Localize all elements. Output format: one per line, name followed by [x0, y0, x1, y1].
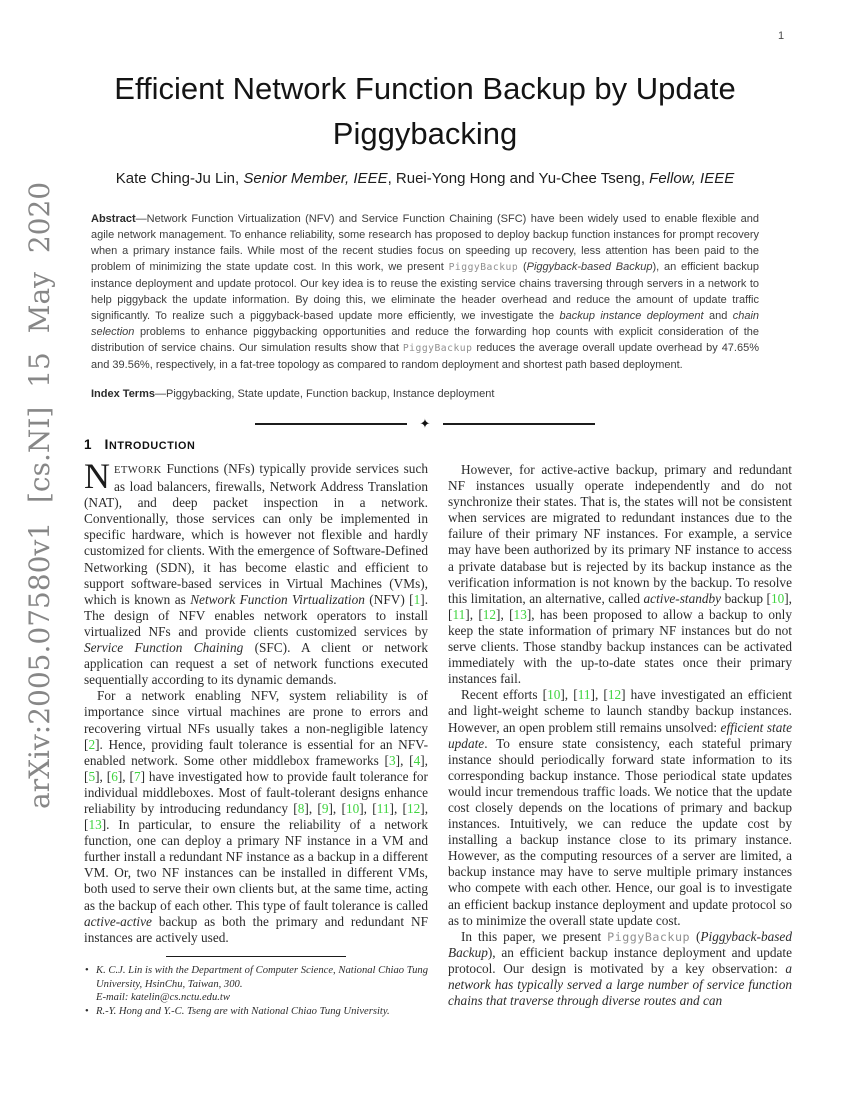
page-number: 1 [778, 30, 785, 42]
text-segment: —Network Function Virtualization (NFV) and Service Function Chaining (SFC) have been widely used to enable flexible and agile network management. To enhance reliability, some research has proposed to deploy backup function instances for prompt recovery when a primary instance fails. While most of the recent studies focus on speeding up recovery, less attention has been paid to the problem of minimizing the state update cost. In this work, we present [91, 213, 759, 273]
citation-link[interactable]: [6] [106, 768, 123, 784]
bullet-marker: • [85, 965, 89, 977]
section-title: INTRODUCTION [104, 436, 196, 452]
text-segment: , [308, 800, 318, 816]
text-segment: Senior Member, IEEE [243, 170, 388, 187]
text-segment: active-active [84, 913, 152, 929]
text-segment: ( [690, 928, 701, 944]
text-segment: PiggyBackup [402, 343, 473, 354]
text-segment: active-standby [643, 590, 722, 606]
text-segment: ), an efficient backup instance deployment and update protocol. Our design is motivated by a key observation: [448, 944, 792, 976]
citation-link[interactable]: [13] [84, 817, 107, 833]
text-segment: For a network enabling NFV, system reliability is of importance since virtual machines are prone to errors and recovering virtual NFs usually takes a non-negligible latency [84, 688, 428, 736]
paper-title: Efficient Network Function Backup by Update Piggybacking [114, 71, 736, 151]
abstract [91, 211, 759, 373]
text-segment: reduces the average overall update overhead by 47.65% and 39.56%, respectively, in a fat-tree topology as compared to random deployment and shortest path based deployment. [91, 342, 760, 371]
text-segment: Service Function Chaining [84, 640, 244, 656]
citation-link[interactable]: [10] [542, 687, 565, 703]
text-segment: Recent efforts [461, 687, 543, 703]
text-segment: . The design of NFV enables network operators to install virtualized NFs and provide clients customized services by [84, 591, 429, 639]
text-segment: ETWORK [114, 465, 162, 476]
text-segment: . Hence, providing fault tolerance is essential for an NFV-enabled network. Some other middlebox frameworks [84, 736, 428, 768]
text-segment: backup as both the primary and redundant NF instances are actively used. [84, 913, 428, 945]
citation-link[interactable]: [3] [384, 752, 401, 768]
footnote [84, 964, 428, 1018]
text-segment: . In particular, to ensure the reliability of a network function, one can deploy a primary NF instance in a VM and further install a redundant NF instance as a backup in a different VM. Or, two NF instances can be installed in different VMs, both used to serve their own clients but, at the same time, acting as the backup of each other. This type of fault tolerance is called [84, 817, 428, 913]
text-segment: , [393, 800, 403, 816]
bullet-marker: • [85, 1005, 89, 1017]
citation-link[interactable]: [2] [84, 736, 100, 752]
divider-line [255, 423, 407, 425]
citation-link[interactable]: [11] [448, 606, 470, 622]
text-segment: Fellow, IEEE [649, 170, 735, 187]
right-column [448, 436, 792, 1018]
text-segment: , has been proposed to allow a backup to only keep the state information of primary NF instances but do not serve clients. Those standby backup instances can be activated immediately with the up-to-date states once their primary instances fail. [448, 606, 792, 687]
citation-link[interactable]: [12] [603, 687, 626, 703]
text-segment: N [84, 456, 110, 496]
text-segment: (SFC). A client or network application can request a set of network functions executed sequentially according to its dynamic demands. [84, 640, 428, 688]
text-segment: , [122, 768, 130, 784]
text-segment: problems to enhance piggybacking opportunities and reduce the forwarding hop counts with explicit consideration of the distribution of service chains. Our simulation results show that [91, 326, 759, 354]
diamond-icon: ✦ [419, 416, 431, 431]
text-segment: , [424, 752, 428, 768]
abstract-text [91, 213, 759, 371]
text-segment: , [469, 606, 479, 622]
text-segment: , [564, 687, 574, 703]
text-segment: efficient state update [448, 719, 792, 751]
text-segment: backup [721, 590, 767, 606]
citation-link[interactable]: [13] [509, 606, 532, 622]
text-segment: chain selection [91, 310, 759, 338]
text-segment: , [99, 768, 107, 784]
section-number: 1 [84, 437, 92, 452]
abstract-label: Abstract [91, 213, 136, 225]
text-segment: Kate Ching-Ju Lin, [115, 170, 244, 187]
text-segment: K. C.J. Lin is with the Department of Computer Science, National Chiao Tung University, HsinChu, Taiwan, 300. [96, 965, 428, 990]
citation-link[interactable]: [11] [372, 800, 394, 816]
text-segment: ( [518, 261, 527, 273]
text-segment: PiggyBackup [607, 929, 691, 944]
citation-link[interactable]: [12] [402, 800, 425, 816]
footnote-text [96, 1006, 390, 1017]
text-segment: (NFV) [364, 591, 410, 607]
text-segment: , [788, 590, 792, 606]
text-segment: have investigated how to provide fault tolerance for individual middleboxes. Most of fault-tolerant designs enhance reliability by introducing redundancy [84, 768, 428, 816]
index-terms-text: —Piggybacking, State update, Function backup, Instance deployment [155, 388, 495, 400]
footnote-rule [166, 956, 346, 958]
arxiv-watermark: arXiv:2005.07580v1 [cs.NI] 15 May 2020 [23, 181, 56, 809]
index-terms [91, 387, 759, 402]
left-column-text [84, 456, 429, 946]
text-segment: , [500, 606, 510, 622]
text-segment: In this paper, we present [461, 928, 608, 944]
text-segment: PiggyBackup [448, 262, 519, 273]
footnote-text [96, 965, 428, 1003]
section-heading [84, 436, 428, 452]
text-segment: R.-Y. Hong and Y.-C. Tseng are with National Chiao Tung University. [96, 1005, 390, 1017]
paragraph [448, 462, 792, 687]
citation-link[interactable]: [10] [341, 800, 364, 816]
paragraph [448, 687, 792, 928]
text-segment: , [594, 687, 604, 703]
citation-link[interactable]: [10] [766, 590, 789, 606]
citation-link[interactable]: [8] [293, 800, 309, 816]
citation-link[interactable]: [11] [573, 687, 595, 703]
text-segment: Piggyback-based Backup [526, 261, 653, 273]
footnote-item [84, 1005, 428, 1018]
text-segment: , [424, 800, 429, 816]
front-matter [63, 66, 787, 430]
text-segment: , [332, 800, 342, 816]
text-segment: , Ruei-Yong Hong and Yu-Chee Tseng, [387, 170, 650, 187]
citation-link[interactable]: [4] [409, 752, 425, 768]
text-segment: a network has typically served a large number of service function chains that traverse through diverse routes and can [448, 960, 792, 1009]
index-terms-label: Index Terms [91, 388, 155, 400]
text-segment: backup instance deployment [559, 310, 704, 322]
citation-link[interactable]: [5] [84, 768, 100, 784]
text-segment: , [400, 752, 410, 768]
text-segment: Piggyback-based Backup [448, 928, 792, 960]
text-segment: Network Function Virtualization [190, 591, 365, 607]
text-segment: and [703, 310, 733, 322]
text-segment: Functions (NFs) typically provide services such as load balancers, firewalls, Network Address Translation (NAT), and deep packet inspection in a network. Conventionally, those services can only be implemented in specific hardware, which is however not flexible and hardly customized for clients. With the emergence of Software-Defined Networking (SDN), it has become elastic and efficient to support software-based services in Virtual Machines (VMs), which is known as [84, 461, 428, 607]
text-segment: ), an efficient backup instance deployment and update protocol. Our key idea is to reuse the existing service chains traversing through servers in a network to help piggyback the update information. By doing this, we eliminate the header overhead and reduce the amount of update traffic significantly. To realize such a piggyback-based update more efficiently, we investigate the [91, 261, 759, 322]
divider-line [443, 423, 595, 425]
citation-link[interactable]: [7] [129, 768, 146, 784]
citation-link[interactable]: [9] [317, 800, 333, 816]
footnote-item [84, 964, 428, 1004]
body-columns [84, 436, 792, 1018]
left-column [84, 436, 428, 1018]
text-segment: have investigated an efficient and light-weight scheme to launch standby backup instances. However, an open problem still remains unsolved: [448, 687, 792, 735]
citation-link[interactable]: [1] [409, 591, 425, 607]
authors-line [63, 170, 787, 187]
citation-link[interactable]: [12] [478, 606, 501, 622]
paragraph [448, 929, 792, 1009]
paragraph [84, 688, 428, 946]
right-column-text [448, 462, 792, 1009]
text-segment: , [363, 800, 373, 816]
paragraph [84, 456, 429, 688]
section-divider [63, 417, 787, 430]
text-segment: However, for active-active backup, primary and redundant NF instances usually operate independently and do not synchronize their states. That is, the states will not be consistent when services are migrated to redundant instances due to the failure of their primary NF instances. For example, a service may have been authorized by its primary NF instance to access a private database but is rejected by its backup instance as the verification information is not known by the backup. To resolve this limitation, an alternative, called [448, 462, 792, 606]
text-segment: . To ensure state consistency, each stateful primary instance should periodically forward state information to its corresponding backup instance. Those periodical state updates would incur tremendous traffic loads. We notice that the update cost closely depends on the locations of primary and backup instances. Intuitively, we can reduce the update cost by installing a backup instance close to its primary instance. However, as the computing resources of a server are limited, a backup instance may have to serve multiple primary instances who compete with each other. Hence, our goal is to investigate an efficient backup instance deployment and update protocol so as to minimize the overall state update cost. [448, 735, 792, 928]
text-segment: E-mail: katelin@cs.nctu.edu.tw [96, 992, 230, 1004]
